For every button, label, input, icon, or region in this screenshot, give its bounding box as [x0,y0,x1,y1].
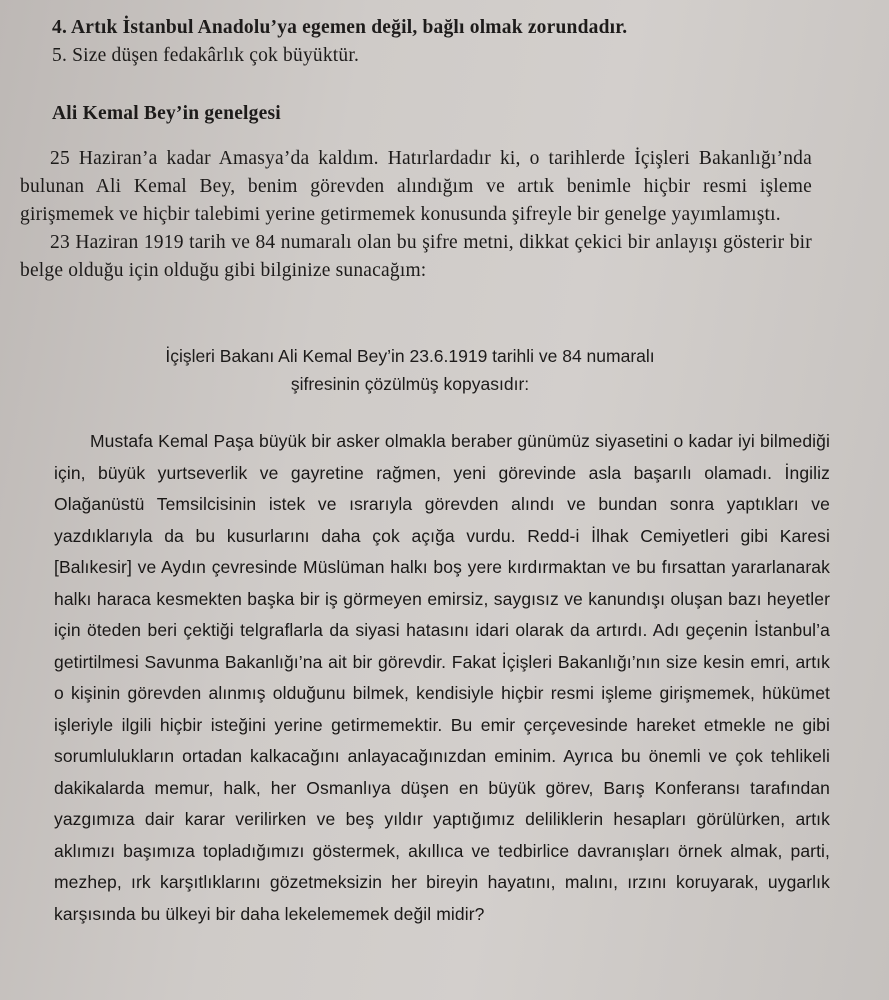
numbered-list [52,14,852,70]
paragraph-1: 25 Haziran’a kadar Amasya’da kaldım. Hatırlardadır ki, o tarihlerde İçişleri Bakanlığı’nda bulunan Ali Kemal Bey, benim görevden alındığım ve artık benimle hiçbir resmi işleme girişmemek ve hiçbir talebimi yerine getirmemek konusunda şifreyle bir genelge yayımlamıştı. [20,148,812,225]
paragraph-2: 23 Haziran 1919 tarih ve 84 numaralı olan bu şifre metni, dikkat çekici bir anlayışı gösterir bir belge olduğu için olduğu gibi bilginize sunacağım: [20,232,812,281]
list-item-5: 5. Size düşen fedakârlık çok büyüktür. [52,45,360,66]
cipher-title-line-1: İçişleri Bakanı Ali Kemal Bey’in 23.6.1919 tarihli ve 84 numaralı [165,346,655,366]
cipher-title [90,342,730,398]
cipher-title-line-2: şifresinin çözülmüş kopyasıdır: [290,374,530,394]
quote-paragraph: Mustafa Kemal Paşa büyük bir asker olmakla beraber günümüz siyasetini o kadar iyi bilmediği için, büyük yurtseverlik ve gayretine rağmen, yeni görevinde asla başarılı olamadı. İngiliz Olağanüstü Temsilcisinin istek ve ısrarıyla görevden alındı ve bundan sonra yaptıkları ve yazdıklarıyla da bu kusurlarını daha çok açığa vurdu. Redd-i İlhak Cemiyetleri gibi Karesi [Balıkesir] ve Aydın çevresinde Müslüman halkı boş yere kırdırmaktan ve bu fırsattan yararlanarak halkı haraca kesmekten başka bir iş görmeyen emirsiz, saygısız ve kanundışı oluşan bazı heyetler için öteden beri çektiği telgraflarla da siyasi hatasını idari olarak da artırdı. Adı geçenin İstanbul’a getirtilmesi Savunma Bakanlığı’na ait bir görevdir. Fakat İçişleri Bakanlığı’nın size kesin emri, artık o kişinin görevden alınmış olduğunu bilmek, kendisiyle hiçbir resmi işleme girişmemek, hükümet işleriyle ilgili hiçbir isteğini yerine getirmemektir. Bu emir çerçevesinde hareket etmekle ne gibi sorumlulukların ortadan kalkacağını anlayacağınızdan eminim. Ayrıca bu önemli ve çok tehlikeli dakikalarda memur, halk, her Osmanlıya düşen en büyük görev, Barış Konferansı tarafından yazgımıza dair karar verilirken ve beş yıldır yaptığımız deliliklerin hesapları görülürken, artık aklımızı başımıza topladığımızı göstermek, akıllıca ve tedbirlice davranışları örnek almak, parti, mezhep, ırk karşıtlıklarını gözetmeksizin her bireyin hayatını, malını, ırzını koruyarak, uygarlık karşısında bu ülkeyi bir daha lekelememek değil midir? [54,431,830,924]
list-item-4: 4. Artık İstanbul Anadolu’ya egemen değil, bağlı olmak zorundadır. [52,17,628,38]
section-heading: Ali Kemal Bey’in genelgesi [52,103,281,124]
body-text [20,145,812,285]
cipher-text-quote [54,426,830,930]
